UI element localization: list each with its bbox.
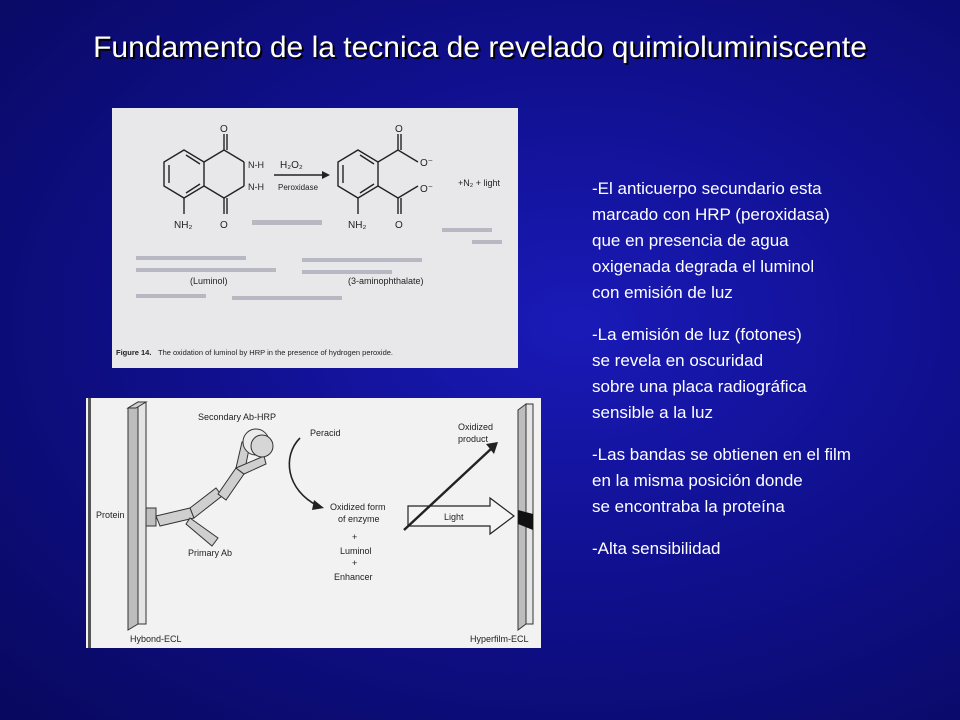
reaction-diagram <box>112 108 518 368</box>
o-minus-top: O⁻ <box>420 158 434 169</box>
o-top-right: O <box>395 124 403 135</box>
product-label: (3-aminophthalate) <box>348 276 424 286</box>
bullet-item: -Alta sensibilidad <box>592 539 721 558</box>
luminol-reaction-figure <box>112 108 518 368</box>
nh-top: N-H <box>248 160 264 170</box>
peracid-arrowhead <box>312 500 324 510</box>
hybond-label: Hybond-ECL <box>130 634 182 644</box>
oxidized-form-label-2: of enzyme <box>338 514 380 524</box>
left-border-line <box>88 398 91 648</box>
luminol-label: (Luminol) <box>190 276 228 286</box>
bullet-item: -El anticuerpo secundario esta marcado con HRP (peroxidasa) que en presencia de agua oxigenada degrada el luminol con emisión de luz <box>592 179 830 302</box>
oxidized-product-label-1: Oxidized <box>458 422 494 432</box>
peracid-arrow <box>289 438 318 506</box>
bullet-item: -Las bandas se obtienen en el film en la misma posición donde se encontraba la proteína <box>592 445 851 516</box>
o-top-left: O <box>220 124 228 135</box>
primary-ab-label: Primary Ab <box>188 548 233 558</box>
faint-background-text <box>136 220 502 300</box>
reaction-arrowhead <box>322 171 330 179</box>
peracid-label: Peracid <box>310 428 341 438</box>
luminol-ring <box>164 134 244 214</box>
bullet-list <box>592 176 942 578</box>
protein-label: Protein <box>96 510 125 520</box>
o-minus-bottom: O⁻ <box>420 184 434 195</box>
amine-right: NH₂ <box>348 220 367 231</box>
ecl-diagram <box>86 398 541 648</box>
product-ring <box>338 134 418 214</box>
figure-caption-bold: Figure 14. <box>116 348 152 357</box>
enhancer-label: Enhancer <box>334 572 373 582</box>
figure-caption: The oxidation of luminol by HRP in the presence of hydrogen peroxide. <box>158 348 394 357</box>
plus-2: + <box>352 558 358 568</box>
oxidized-product-label-2: product <box>458 434 489 444</box>
products-extra: +N₂ + light <box>458 178 501 188</box>
light-label: Light <box>444 512 464 522</box>
secondary-ab-label: Secondary Ab-HRP <box>198 412 277 422</box>
hrp-circle-shadow <box>251 435 273 457</box>
hyperfilm-label: Hyperfilm-ECL <box>470 634 529 644</box>
o-bottom-left: O <box>220 220 228 231</box>
slide-title: Fundamento de la tecnica de revelado quimioluminiscente <box>93 31 867 64</box>
amine-left: NH₂ <box>174 220 193 231</box>
oxidized-form-label-1: Oxidized form <box>330 502 386 512</box>
nh-bottom: N-H <box>248 182 264 192</box>
protein-band <box>146 508 156 526</box>
primary-antibody <box>156 488 222 546</box>
reagent-label: H₂O₂ <box>280 160 303 171</box>
luminol-label-ecl: Luminol <box>340 546 372 556</box>
o-bottom-right: O <box>395 220 403 231</box>
ecl-scheme-figure <box>86 398 541 648</box>
bullet-item: -La emisión de luz (fotones) se revela en oscuridad sobre una placa radiográfica sensible a la luz <box>592 325 807 422</box>
enzyme-label: Peroxidase <box>278 183 319 192</box>
hybond-membrane <box>128 402 146 630</box>
plus-1: + <box>352 532 358 542</box>
